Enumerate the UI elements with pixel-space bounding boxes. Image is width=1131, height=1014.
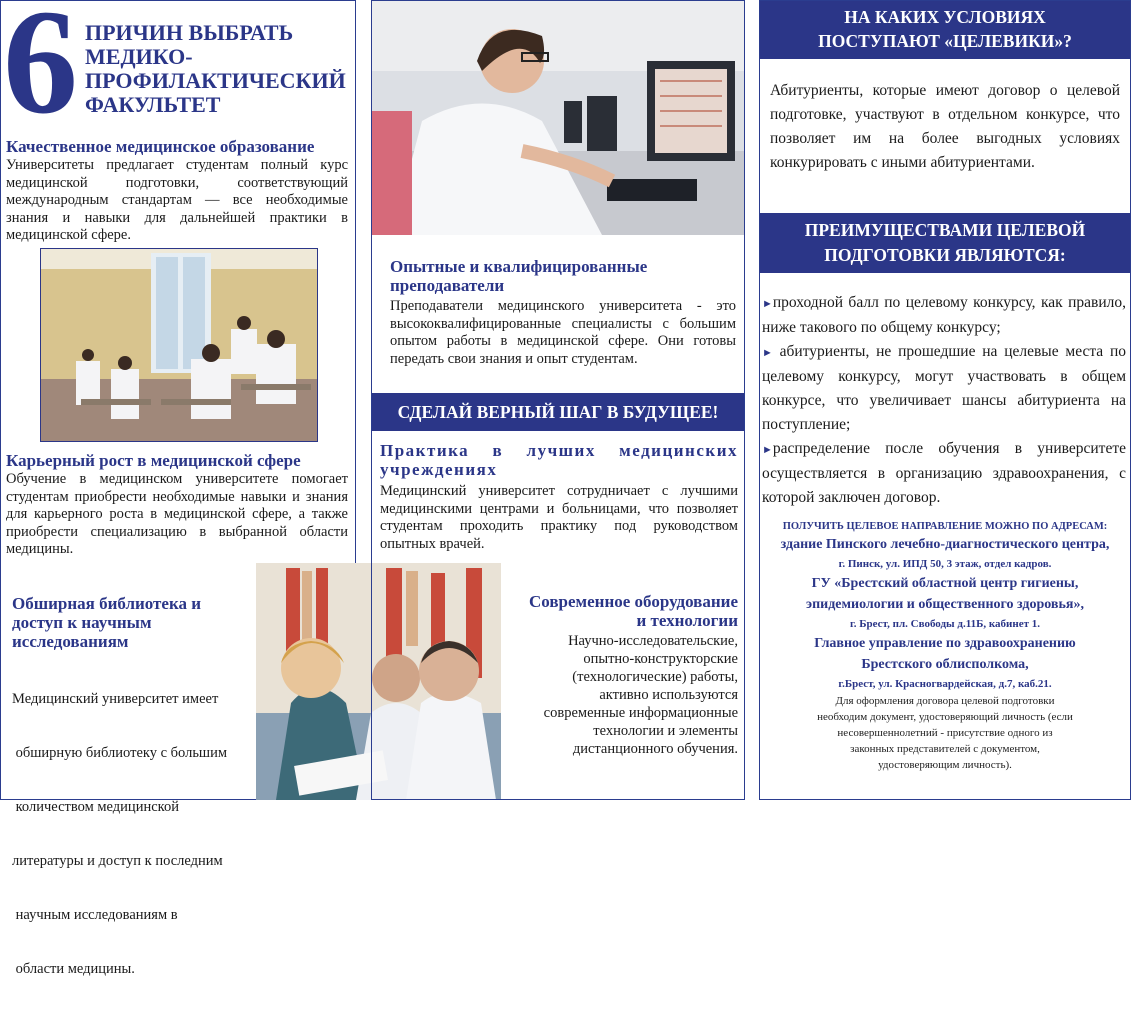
addresses-block [760,519,1130,773]
section-text-equipment: Научно-исследовательские, опытно-конструкторские (технологические) работы, активно используются современные информационные технологии и элементы дистанционного обучения. [543,633,738,757]
section-heading-career: Карьерный рост в медицинской сфере [6,451,301,470]
bullet-arrow-icon: ► [762,298,773,310]
banner-conditions: НА КАКИХ УСЛОВИЯХ ПОСТУПАЮТ «ЦЕЛЕВИКИ»? [760,1,1130,59]
section-heading-practice: Практика в лучших медицинских учреждениях [380,441,738,479]
banner-future-step: СДЕЛАЙ ВЕРНЫЙ ШАГ В БУДУЩЕЕ! [372,393,744,431]
panel-middle [371,0,745,800]
section-heading-library: Обширная библиотека и доступ к научным исследованиям [12,594,202,651]
advantages-list [762,291,1126,510]
addresses-title: ПОЛУЧИТЬ ЦЕЛЕВОЕ НАПРАВЛЕНИЕ МОЖНО ПО АДРЕСАМ: [782,521,1108,532]
conditions-text: Абитуриенты, которые имеют договор о целевой подготовке, участвуют в отдельном конкурсе, что позволяет им на более выгодных условиях конкурировать с иными абитуриентами. [770,82,1120,171]
org-pinsk: здание Пинского лечебно-диагностического центра, [780,537,1110,552]
addr-brest-health: г.Брест, ул. Красногвардейская, д.7, каб.21. [838,678,1052,690]
section-text-library: Медицинский университет имеет обширную библиотеку с большим количеством медицинской литературы и доступ к последним научным исследованиям в области медицины. [12,691,228,977]
section-text-practice: Медицинский университет сотрудничает с лучшими медицинскими центрами и больницами, что позволяет студентам проходить практику под руководством опытных врачей. [380,483,738,552]
addr-pinsk: г. Пинск, ул. ИПД 50, 3 этаж, отдел кадров. [838,558,1052,570]
section-text-teachers: Преподаватели медицинского университета - это высококвалифицированные специалисты с большим опытом работы в медицинской сфере. Они готовы передать свои знания и опыт студентам. [390,298,736,367]
advantage-item: ►распределение после обучения в университете осуществляется в организацию здравоохранения, с которой заключен договор. [762,440,1126,506]
section-heading-teachers: Опытные и квалифицированные преподаватели [390,257,648,295]
section-heading-equipment: Современное оборудование и технологии [529,592,738,630]
org-brest-hygiene: ГУ «Брестский областной центр гигиены, эпидемиологии и общественного здоровья», [806,576,1084,612]
photo-computer-class [372,1,744,235]
big-number-six: 6 [3,0,78,145]
photo-exam-hall [40,248,318,442]
advantage-item: ► абитуриенты, не прошедшие на целевые места по целевому конкурсу, могут участвовать в общем конкурсе, что увеличивает шансы абитуриента на поступление; [762,343,1126,433]
section-heading-education: Качественное медицинское образование [6,137,315,156]
bullet-arrow-icon: ► [762,444,773,456]
addr-brest-hygiene: г. Брест, пл. Свободы д.11Б, кабинет 1. [850,618,1040,630]
advantage-item: ►проходной балл по целевому конкурсу, как правило, ниже такового по общему конкурсу; [762,294,1126,336]
banner-advantages: ПРЕИМУЩЕСТВАМИ ЦЕЛЕВОЙ ПОДГОТОВКИ ЯВЛЯЮТСЯ: [760,213,1130,273]
document-note: Для оформления договора целевой подготовки необходим документ, удостоверяющий личность (если несовершеннолетний - присутствие одного из законных представителей с документом, удостоверяющим личность). [817,695,1073,771]
bullet-arrow-icon: ► [762,347,773,359]
section-text-career: Обучение в медицинском университете помогает студентам приобрести необходимые навыки и знания для карьерного роста в медицинской сфере, а также приобрести специализацию в выбранной области медицины. [6,471,348,557]
section-text-education: Университеты предлагает студентам полный курс медицинской подготовки, соответствующий международным стандартам — все необходимые знания и навыки для дальнейшей практики в медицинской сфере. [6,157,348,243]
org-brest-health: Главное управление по здравоохранению Брестского облисполкома, [814,636,1076,672]
page-title: ПРИЧИН ВЫБРАТЬ МЕДИКО- ПРОФИЛАКТИЧЕСКИЙ ФАКУЛЬТЕТ [85,20,346,117]
panel-right [759,0,1131,800]
